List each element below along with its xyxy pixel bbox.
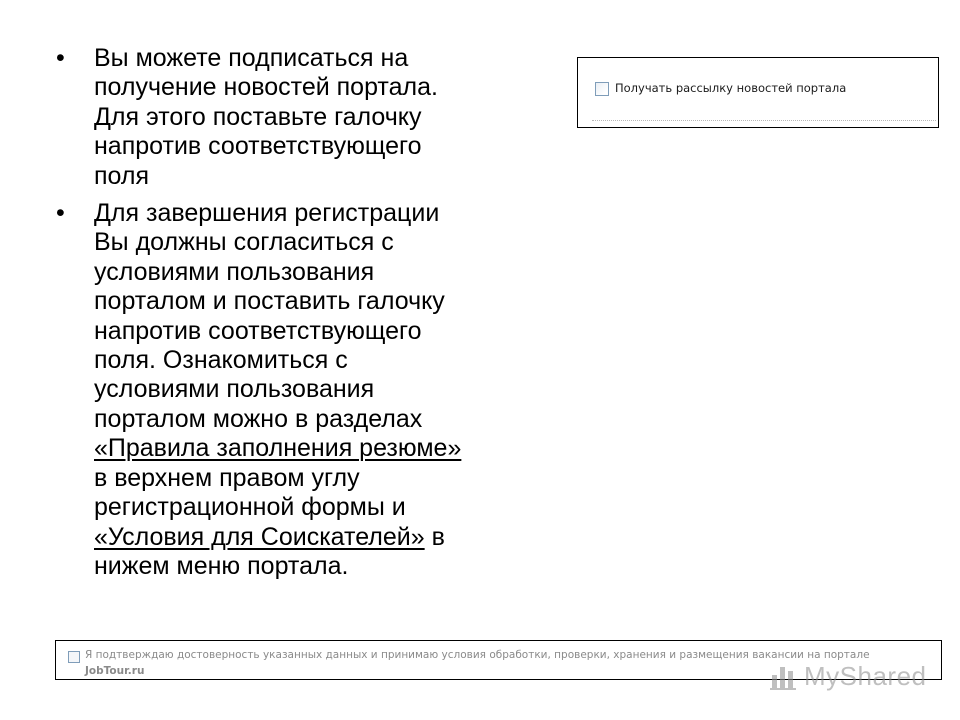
bullet-registration: [52, 199, 572, 581]
site-name: JobTour.ru: [85, 665, 145, 677]
newsletter-screenshot: [577, 57, 939, 128]
dotted-divider: [592, 120, 936, 121]
consent-checkbox-label[interactable]: Я подтверждаю достоверность указанных данных и принимаю условия обработки, проверки, хранения и размещения вакансии на портале: [85, 649, 870, 661]
bullet-line: Вы можете подписаться на: [94, 44, 409, 72]
bullet-line: напротив соответствующего: [94, 132, 422, 161]
watermark-text: MyShared: [804, 660, 927, 691]
consent-screenshot: [55, 640, 942, 680]
bullet-line: нижем меню портала.: [94, 551, 349, 580]
bullet-line: порталом и поставить галочку: [94, 287, 445, 316]
bullet-line-wrap: [94, 523, 572, 552]
bullet-line: Для завершения регистрации: [94, 199, 440, 228]
bullet-newsletter: [52, 44, 572, 191]
bullet-line: условиями пользования: [94, 257, 375, 286]
bullet-line: получение новостей портала.: [94, 73, 438, 102]
bullet-line-wrap: [94, 434, 572, 463]
bullet-line: поля. Ознакомиться с: [94, 346, 348, 375]
bullet-line: поля: [94, 161, 150, 190]
bullet-line: условиями пользования: [94, 375, 375, 404]
bullet-line: в верхнем правом углу: [94, 463, 360, 492]
bullet-dot-icon: •: [56, 44, 65, 72]
bullet-line: Вы должны согласиться с: [94, 228, 394, 257]
bullet-line: порталом можно в разделах: [94, 404, 423, 433]
bullet-line: Для этого поставьте галочку: [94, 102, 422, 131]
consent-checkbox[interactable]: [68, 651, 80, 663]
resume-rules-link[interactable]: «Правила заполнения резюме»: [94, 434, 462, 463]
bullet-list: [52, 44, 572, 589]
bullet-line: регистрационной формы и: [94, 493, 406, 522]
newsletter-checkbox[interactable]: [595, 82, 609, 96]
newsletter-checkbox-label[interactable]: Получать рассылку новостей портала: [615, 81, 847, 95]
bullet-inline-text: в: [424, 522, 445, 551]
bullet-line: напротив соответствующего: [94, 316, 422, 345]
applicant-terms-link[interactable]: «Условия для Соискателей»: [94, 522, 425, 551]
bullet-dot-icon: •: [56, 199, 65, 228]
